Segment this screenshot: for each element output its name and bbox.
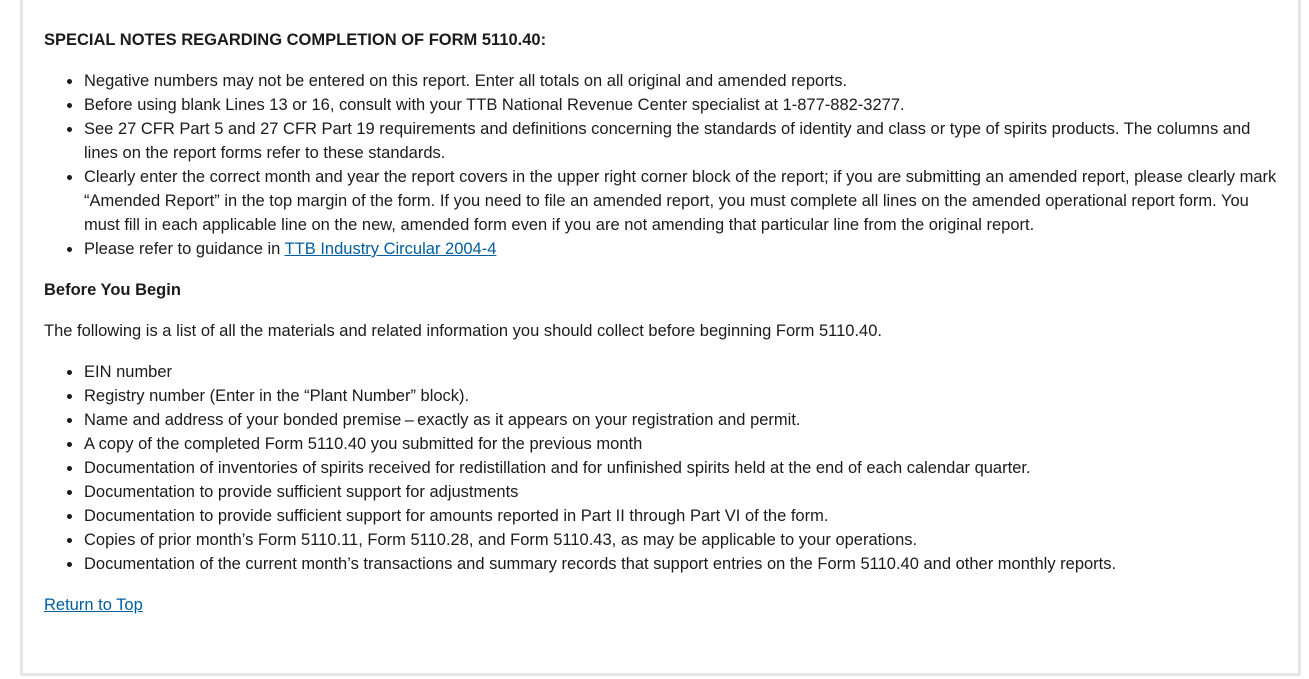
list-item: EIN number: [84, 360, 1278, 384]
industry-circular-link[interactable]: TTB Industry Circular 2004-4: [284, 240, 497, 258]
content-inner: [44, 0, 1278, 617]
return-to-top-link[interactable]: Return to Top: [44, 596, 143, 614]
list-item: Documentation of the current month’s transactions and summary records that support entries on the Form 5110.40 and other monthly reports.: [84, 552, 1278, 576]
list-item: Registry number (Enter in the “Plant Number” block).: [84, 384, 1278, 408]
list-item: Before using blank Lines 13 or 16, consult with your TTB National Revenue Center specialist at 1-877-882-3277.: [84, 93, 1278, 117]
special-notes-heading: SPECIAL NOTES REGARDING COMPLETION OF FORM 5110.40:: [44, 31, 547, 49]
list-item: Name and address of your bonded premise – exactly as it appears on your registration and permit.: [84, 408, 1278, 432]
list-item: See 27 CFR Part 5 and 27 CFR Part 19 requirements and definitions concerning the standards of identity and class or type of spirits products. The columns and lines on the report forms refer to these standards.: [84, 117, 1278, 165]
before-you-begin-heading: Before You Begin: [44, 281, 181, 299]
list-item: Documentation to provide sufficient support for amounts reported in Part II through Part VI of the form.: [84, 504, 1278, 528]
list-item: Clearly enter the correct month and year the report covers in the upper right corner block of the report; if you are submitting an amended report, please clearly mark “Amended Report” in the top margin of the form. If you need to file an amended report, you must complete all lines on the amended operational report form. You must fill in each applicable line on the new, amended form even if you are not amending that particular line from the original report.: [84, 165, 1278, 237]
return-to-top-container: [44, 593, 1278, 617]
list-item: Documentation of inventories of spirits received for redistillation and for unfinished spirits held at the end of each calendar quarter.: [84, 456, 1278, 480]
list-item: Documentation to provide sufficient support for adjustments: [84, 480, 1278, 504]
list-item: Copies of prior month’s Form 5110.11, Form 5110.28, and Form 5110.43, as may be applicable to your operations.: [84, 528, 1278, 552]
guidance-prefix: Please refer to guidance in: [84, 240, 285, 258]
materials-list: [44, 360, 1278, 576]
list-item-guidance: [84, 237, 1278, 261]
content-panel: [20, 0, 1301, 676]
list-item: Negative numbers may not be entered on this report. Enter all totals on all original and amended reports.: [84, 69, 1278, 93]
special-notes-list: [44, 69, 1278, 261]
list-item: A copy of the completed Form 5110.40 you submitted for the previous month: [84, 432, 1278, 456]
before-you-begin-intro: The following is a list of all the materials and related information you should collect before beginning Form 5110.40.: [44, 322, 882, 340]
